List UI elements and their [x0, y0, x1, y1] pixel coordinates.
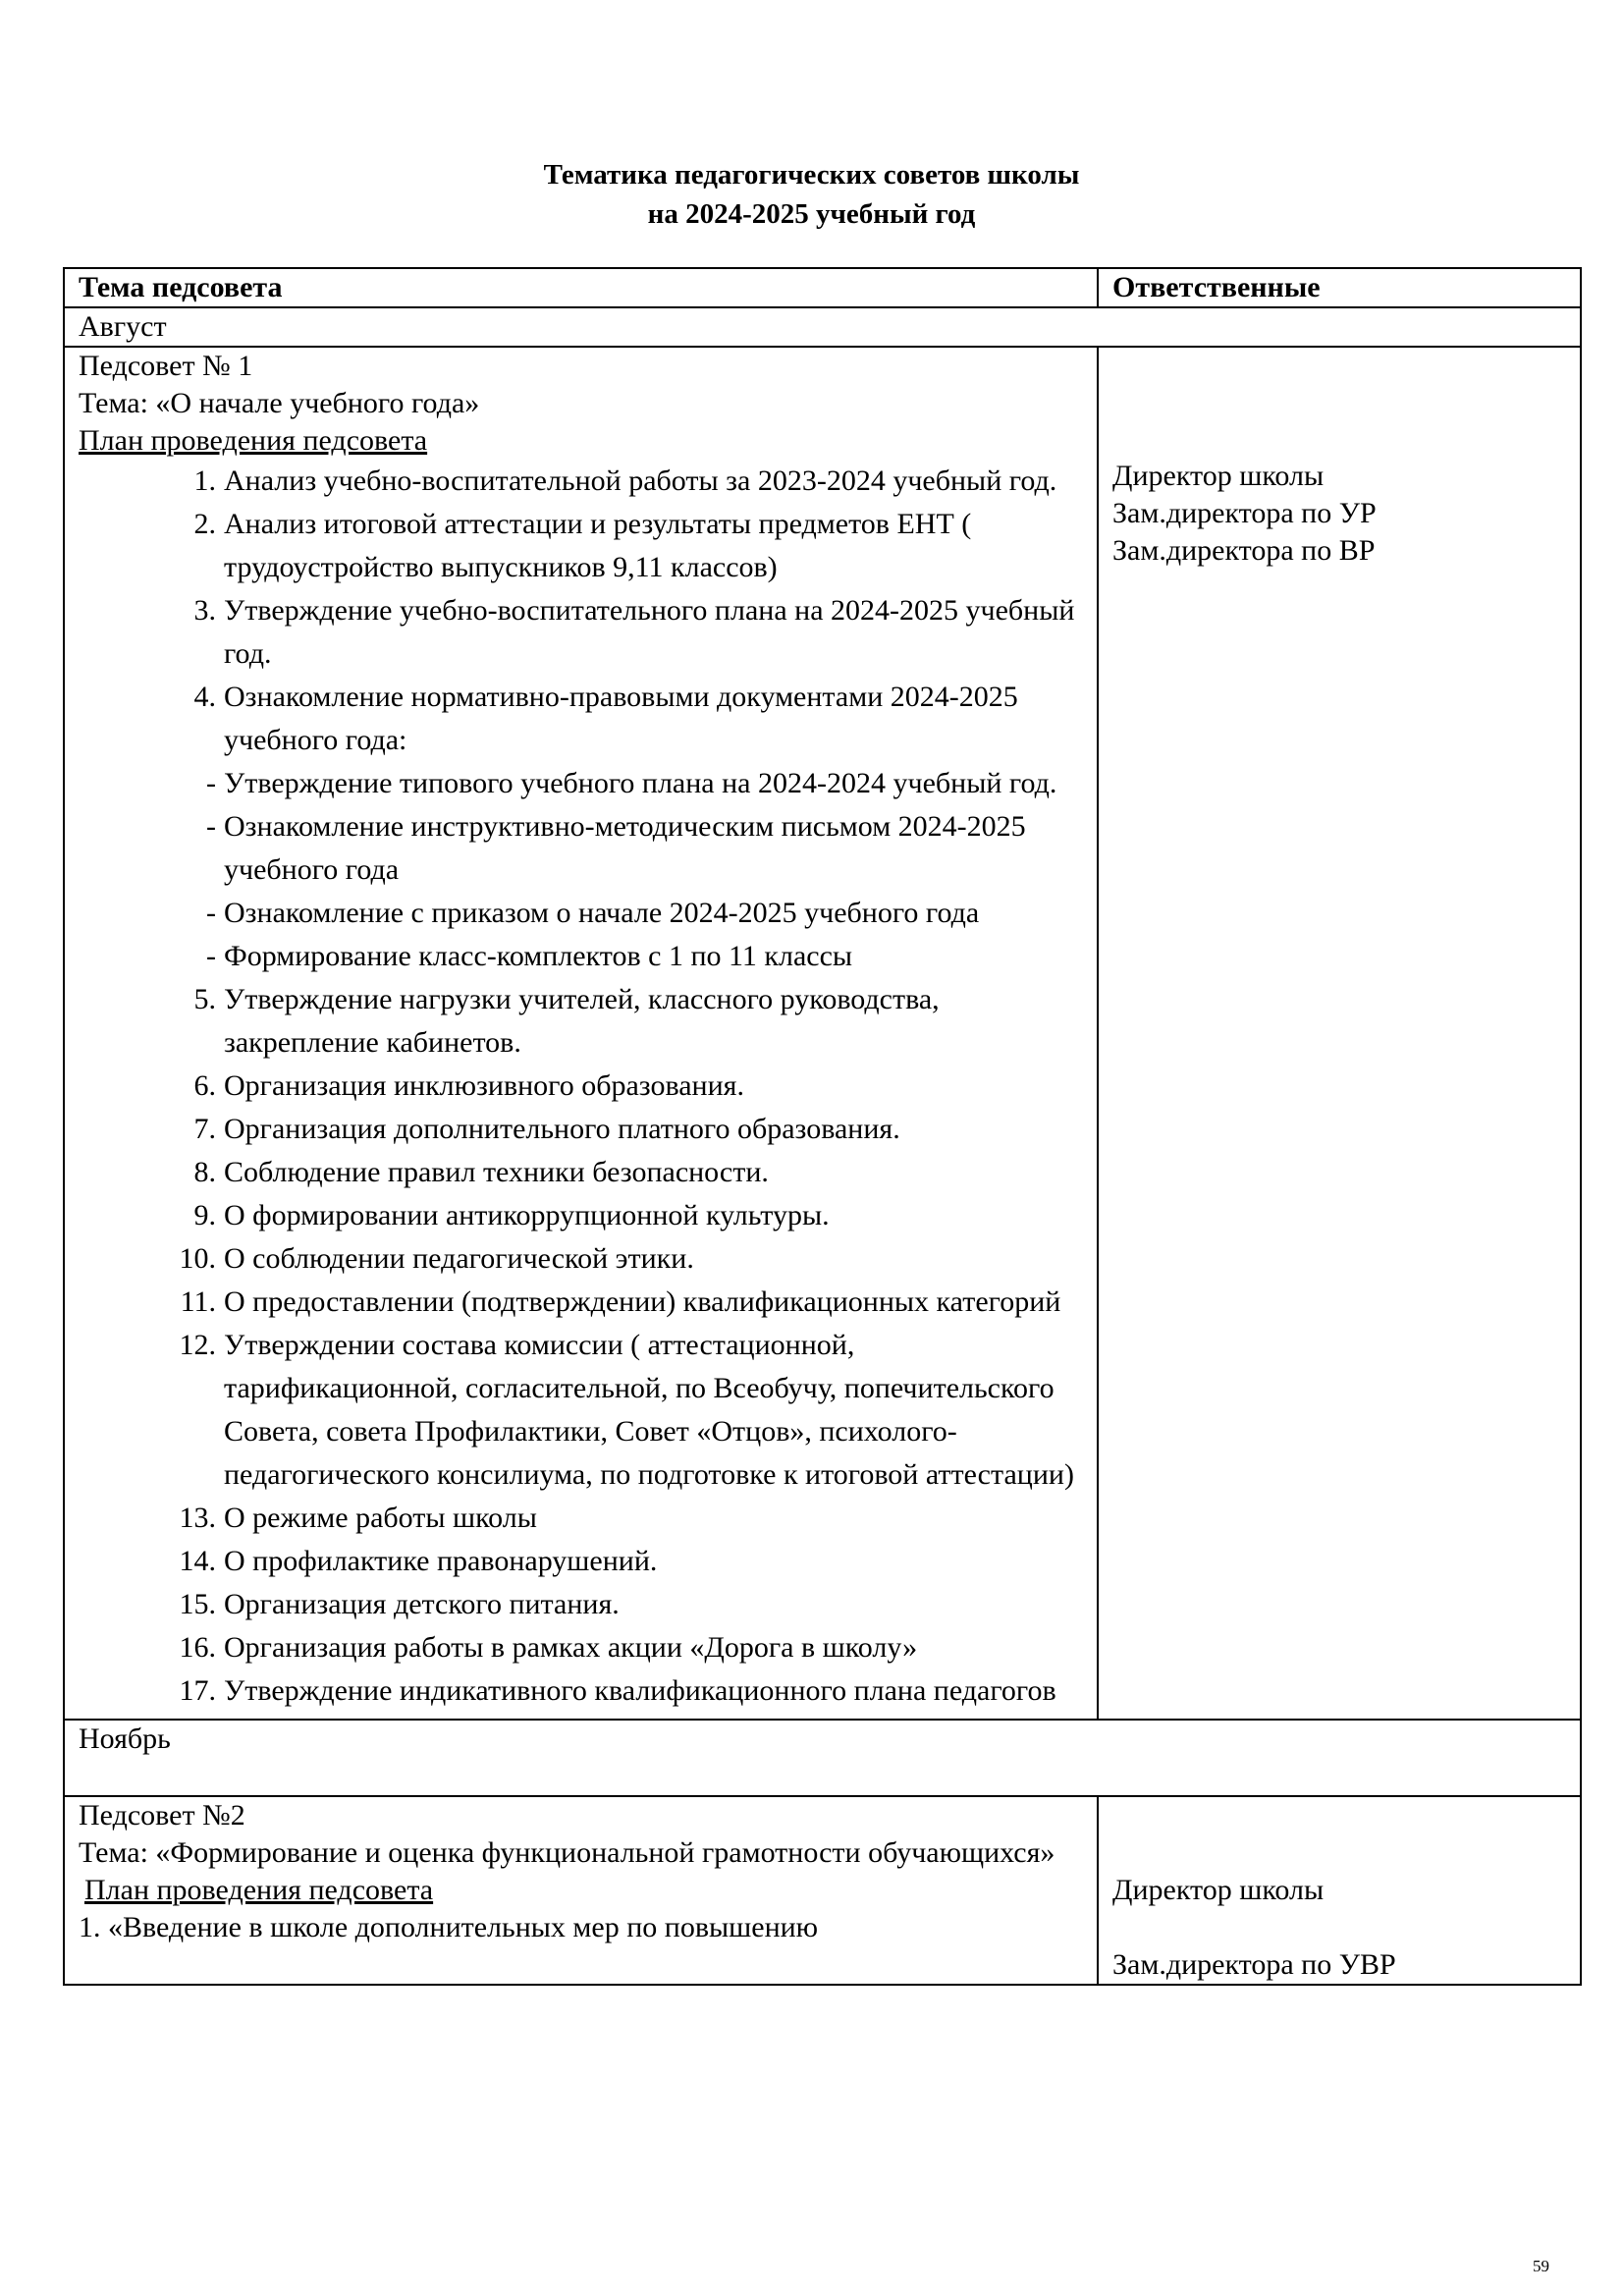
plan-item-marker: 9. [193, 1199, 216, 1231]
plan-item [79, 676, 1083, 762]
month-label: Ноябрь [64, 1720, 1581, 1796]
plan-item-marker: - [206, 897, 216, 929]
plan-item [79, 892, 1083, 935]
council-2-theme: Тема: «Формирование и оценка функциональной грамотности обучающихся» [79, 1836, 1055, 1869]
responsible-2: Зам.директора по УВР [1112, 1948, 1396, 1981]
plan-item-text: Утверждение учебно-воспитательного плана на 2024-2025 учебный год. [224, 594, 1075, 670]
plan-item-marker: 11. [180, 1285, 216, 1318]
plan-item-marker: 5. [193, 983, 216, 1015]
plan-item-text: Утверждение нагрузки учителей, классного руководства, закрепление кабинетов. [224, 983, 940, 1059]
plan-item-text: Ознакомление с приказом о начале 2024-2025 учебного года [224, 897, 980, 929]
plan-item-text: Соблюдение правил техники безопасности. [224, 1156, 769, 1188]
plan-item-marker: 6. [193, 1069, 216, 1102]
plan-item [79, 935, 1083, 978]
plan-item-marker: 13. [179, 1502, 216, 1534]
plan-item-marker: 1. [193, 465, 216, 497]
plan-item-text: Организация инклюзивного образования. [224, 1069, 744, 1102]
plan-item-text: О формировании антикоррупционной культуры. [224, 1199, 830, 1231]
plan-item-marker: 17. [179, 1674, 216, 1707]
plan-item-text: Утверждение индикативного квалификационного плана педагогов [224, 1674, 1056, 1707]
council-2-row [64, 1796, 1581, 1985]
month-row-november [64, 1720, 1581, 1796]
month-row-august [64, 307, 1581, 347]
council-2-responsible [1098, 1796, 1581, 1985]
council-2-topic [64, 1796, 1098, 1985]
month-label: Август [64, 307, 1581, 347]
title-line-2: на 2024-2025 учебный год [647, 198, 976, 230]
plan-item-marker: 7. [193, 1113, 216, 1145]
plan-item-text: О соблюдении педагогической этики. [224, 1242, 694, 1275]
plan-item-marker: - [206, 940, 216, 972]
plan-item-text: Организация работы в рамках акции «Дорога в школу» [224, 1631, 918, 1664]
council-1-plan-list [79, 460, 1083, 1713]
plan-item-text: О профилактике правонарушений. [224, 1545, 658, 1577]
council-1-name: Педсовет № 1 [79, 350, 253, 382]
plan-item-text: Ознакомление нормативно-правовыми документами 2024-2025 учебного года: [224, 681, 1018, 756]
plan-item-marker: 16. [179, 1631, 216, 1664]
plan-item-marker: 4. [193, 681, 216, 713]
plan-item-text: Анализ итоговой аттестации и результаты предметов ЕНТ ( трудоустройство выпускников 9,11 классов) [224, 508, 972, 583]
council-2-item-1: 1. «Введение в школе дополнительных мер по повышению [79, 1911, 819, 1943]
page-title [0, 155, 1623, 234]
council-1-theme: Тема: «О начале учебного года» [79, 387, 480, 419]
plan-item [79, 1669, 1083, 1713]
council-1-row [64, 347, 1581, 1720]
plan-item-marker: - [206, 810, 216, 843]
title-line-1: Тематика педагогических советов школы [543, 159, 1080, 191]
plan-item [79, 1540, 1083, 1583]
plan-item [79, 1626, 1083, 1669]
plan-item-marker: 3. [193, 594, 216, 627]
plan-item [79, 1497, 1083, 1540]
table-header-row [64, 268, 1581, 307]
plan-item-marker: - [206, 767, 216, 799]
plan-item [79, 1281, 1083, 1324]
plan-item-marker: 10. [179, 1242, 216, 1275]
plan-item [79, 1151, 1083, 1194]
plan-item [79, 1108, 1083, 1151]
plan-item [79, 978, 1083, 1065]
plan-item [79, 589, 1083, 676]
plan-item-text: Анализ учебно-воспитательной работы за 2023-2024 учебный год. [224, 465, 1057, 497]
council-2-name: Педсовет №2 [79, 1799, 245, 1831]
plan-item-text: Утверждении состава комиссии ( аттестационной, тарификационной, согласительной, по Всеобучу, попечительского Совета, совета Профилактики, Совет «Отцов», психолого-педагогического консилиума, по подготовке к итоговой аттестации) [224, 1329, 1074, 1491]
plan-item-text: Утверждение типового учебного плана на 2024-2024 учебный год. [224, 767, 1057, 799]
plan-item-text: Организация детского питания. [224, 1588, 620, 1620]
plan-item-marker: 8. [193, 1156, 216, 1188]
responsible-2: Зам.директора по УР [1112, 497, 1377, 529]
plan-item [79, 1324, 1083, 1497]
council-2-plan-heading: План проведения педсовета [84, 1874, 434, 1906]
plan-item-text: Формирование класс-комплектов с 1 по 11 классы [224, 940, 853, 972]
councils-table [63, 267, 1582, 1986]
plan-item [79, 1583, 1083, 1626]
responsible-1: Директор школы [1112, 1874, 1325, 1906]
plan-item [79, 1065, 1083, 1108]
responsible-1: Директор школы [1112, 460, 1325, 492]
plan-item [79, 503, 1083, 589]
plan-item-text: О режиме работы школы [224, 1502, 537, 1534]
plan-item-marker: 2. [193, 508, 216, 540]
plan-item [79, 460, 1083, 503]
plan-item [79, 805, 1083, 892]
plan-item-marker: 15. [179, 1588, 216, 1620]
page-number: 59 [1533, 2257, 1549, 2275]
plan-item-text: О предоставлении (подтверждении) квалификационных категорий [224, 1285, 1061, 1318]
responsible-3: Зам.директора по ВР [1112, 534, 1376, 567]
plan-item-text: Ознакомление инструктивно-методическим письмом 2024-2025 учебного года [224, 810, 1026, 886]
plan-item [79, 1194, 1083, 1237]
plan-item-text: Организация дополнительного платного образования. [224, 1113, 900, 1145]
council-1-plan-heading: План проведения педсовета [79, 424, 428, 457]
council-1-topic [64, 347, 1098, 1720]
plan-item-marker: 14. [179, 1545, 216, 1577]
plan-item [79, 1237, 1083, 1281]
header-responsible: Ответственные [1098, 268, 1581, 307]
plan-item [79, 762, 1083, 805]
header-topic: Тема педсовета [64, 268, 1098, 307]
plan-item-marker: 12. [179, 1329, 216, 1361]
council-1-responsible [1098, 347, 1581, 1720]
